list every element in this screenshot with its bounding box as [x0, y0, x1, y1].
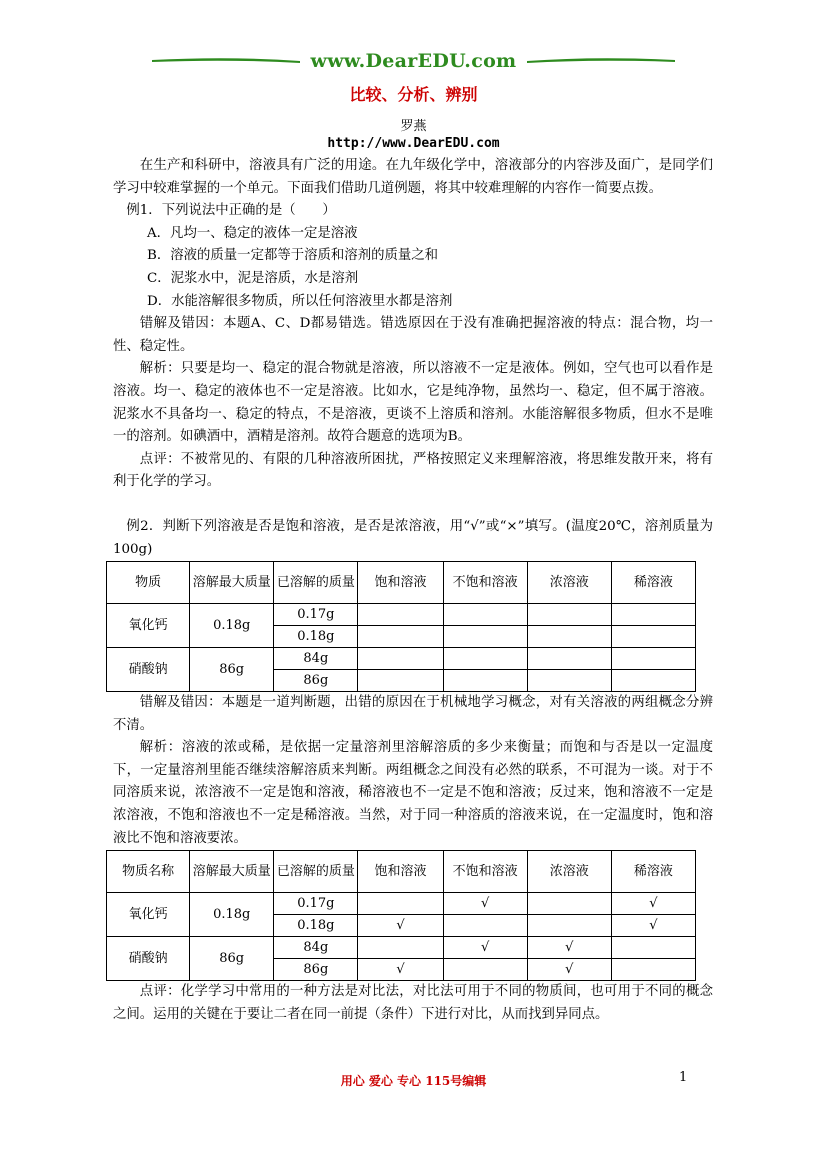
col-header-max-solubility: 溶解最大质量: [190, 851, 274, 893]
check-mark-cell: [527, 893, 611, 915]
check-mark-cell: [527, 915, 611, 937]
answer-table: [106, 850, 696, 981]
table-header-row: [107, 851, 696, 893]
check-mark-cell: [443, 959, 527, 981]
article-body: [113, 155, 713, 1026]
example1-option-a: A．凡均一、稳定的液体一定是溶液: [147, 225, 358, 241]
table-row: [107, 604, 696, 626]
check-mark-cell: [611, 937, 695, 959]
check-mark-cell: [443, 915, 527, 937]
example1-option-b: B．溶液的质量一定都等于溶质和溶剂的质量之和: [147, 248, 439, 264]
table-row: [107, 937, 696, 959]
site-banner-text: www.DearEDU.com: [310, 50, 517, 72]
check-mark-cell: √: [443, 893, 527, 915]
article-title: 比较、分析、辨别: [349, 85, 478, 104]
example1-question: 例1．下列说法中正确的是（ ）: [126, 203, 336, 219]
example2-question: 例2．判断下列溶液是否是饱和溶液，是否是浓溶液，用“√”或“×”填写。(温度20℃，溶剂质量为100g): [113, 518, 713, 557]
answer-cell: [611, 626, 695, 648]
col-header-max-solubility: 溶解最大质量: [190, 562, 274, 604]
example1-option-d: D．水能溶解很多物质，所以任何溶液里水都是溶剂: [147, 293, 453, 309]
check-mark-cell: √: [358, 959, 443, 981]
substance-name: 氧化钙: [107, 893, 190, 937]
dissolved-amount: 86g: [274, 959, 358, 981]
example2-comment: 点评：化学学习中常用的一种方法是对比法，对比法可用于不同的物质间，也可用于不同的概念之间。运用的关键在于要让二者在同一前提（条件）下进行对比，从而找到异同点。: [113, 984, 713, 1022]
substance-name: 硝酸钠: [107, 648, 190, 692]
table-header-row: [107, 562, 696, 604]
dissolved-amount: 84g: [274, 648, 358, 670]
answer-cell: [443, 604, 527, 626]
col-header-concentrated: 浓溶液: [527, 851, 611, 893]
check-mark-cell: √: [443, 937, 527, 959]
answer-cell: [527, 604, 611, 626]
max-solubility: 0.18g: [190, 893, 274, 937]
page-footer-text: 用心 爱心 专心 115号编辑: [340, 1074, 487, 1088]
col-header-unsaturated: 不饱和溶液: [443, 562, 527, 604]
dissolved-amount: 86g: [274, 670, 358, 692]
source-url[interactable]: http://www.DearEDU.com: [327, 136, 500, 151]
answer-cell: [443, 670, 527, 692]
dissolved-amount: 0.18g: [274, 915, 358, 937]
example1-comment: 点评：不被常见的、有限的几种溶液所困扰，严格按照定义来理解溶液，将思维发散开来，将有利于化学的学习。: [113, 451, 713, 490]
check-mark-cell: √: [611, 915, 695, 937]
check-mark-cell: √: [358, 915, 443, 937]
example1-solution: 解析：只要是均一、稳定的混合物就是溶液，所以溶液不一定是液体。例如，空气也可以看作是溶液。均一、稳定的液体也不一定是溶液。比如水，它是纯净物，虽然均一、稳定，但不属于溶液。泥浆水不具备均一、稳定的特点，不是溶液，更谈不上溶质和溶剂。水能溶解很多物质，但水不是唯一的溶剂。如碘酒中，酒精是溶剂。故符合题意的选项为B。: [113, 361, 713, 445]
example2-error-analysis: 错解及错因：本题是一道判断题，出错的原因在于机械地学习概念，对有关溶液的两组概念分辨不清。: [113, 695, 713, 733]
page-number: 1: [679, 1070, 688, 1085]
answer-cell: [611, 604, 695, 626]
col-header-dilute: 稀溶液: [611, 562, 695, 604]
col-header-unsaturated: 不饱和溶液: [443, 851, 527, 893]
substance-name: 硝酸钠: [107, 937, 190, 981]
substance-name: 氧化钙: [107, 604, 190, 648]
answer-cell: [358, 648, 443, 670]
table-row: [107, 648, 696, 670]
example2-solution: 解析：溶液的浓或稀，是依据一定量溶剂里溶解溶质的多少来衡量；而饱和与否是以一定温度下，一定量溶剂里能否继续溶解溶质来判断。两组概念之间没有必然的联系，不可混为一谈。对于不同溶质来说，浓溶液不一定是饱和溶液，稀溶液也不一定是不饱和溶液；反过来，饱和溶液不一定是浓溶液，不饱和溶液也不一定是稀溶液。当然，对于同一种溶质的溶液来说，在一定温度时，饱和溶液比不饱和溶液要浓。: [113, 740, 713, 846]
question-table: [106, 561, 696, 692]
dissolved-amount: 0.17g: [274, 604, 358, 626]
col-header-dilute: 稀溶液: [611, 851, 695, 893]
check-mark-cell: [358, 893, 443, 915]
author-name: 罗燕: [400, 119, 427, 134]
site-banner: [150, 50, 677, 74]
answer-cell: [443, 648, 527, 670]
example1-error-analysis: 错解及错因：本题A、C、D都易错选。错选原因在于没有准确把握溶液的特点：混合物，均一性、稳定性。: [113, 316, 713, 354]
check-mark-cell: √: [527, 937, 611, 959]
table-row: [107, 893, 696, 915]
answer-cell: [527, 626, 611, 648]
check-mark-cell: √: [527, 959, 611, 981]
answer-cell: [443, 626, 527, 648]
answer-cell: [358, 670, 443, 692]
check-mark-cell: [611, 959, 695, 981]
section-gap: [113, 494, 713, 516]
col-header-concentrated: 浓溶液: [527, 562, 611, 604]
example1-option-c: C．泥浆水中，泥是溶质，水是溶剂: [147, 270, 359, 286]
max-solubility: 86g: [190, 937, 274, 981]
answer-cell: [527, 648, 611, 670]
col-header-dissolved: 已溶解的质量: [274, 851, 358, 893]
dissolved-amount: 84g: [274, 937, 358, 959]
intro-paragraph: 在生产和科研中，溶液具有广泛的用途。在九年级化学中，溶液部分的内容涉及面广，是同学们学习中较难掌握的一个单元。下面我们借助几道例题，将其中较难理解的内容作一简要点拨。: [113, 158, 713, 196]
dissolved-amount: 0.17g: [274, 893, 358, 915]
answer-cell: [527, 670, 611, 692]
answer-cell: [358, 626, 443, 648]
answer-cell: [358, 604, 443, 626]
answer-cell: [611, 670, 695, 692]
check-mark-cell: √: [611, 893, 695, 915]
max-solubility: 86g: [190, 648, 274, 692]
col-header-substance-name: 物质名称: [107, 851, 190, 893]
dissolved-amount: 0.18g: [274, 626, 358, 648]
check-mark-cell: [358, 937, 443, 959]
col-header-saturated: 饱和溶液: [358, 562, 443, 604]
col-header-substance: 物质: [107, 562, 190, 604]
col-header-dissolved: 已溶解的质量: [274, 562, 358, 604]
answer-cell: [611, 648, 695, 670]
col-header-saturated: 饱和溶液: [358, 851, 443, 893]
max-solubility: 0.18g: [190, 604, 274, 648]
